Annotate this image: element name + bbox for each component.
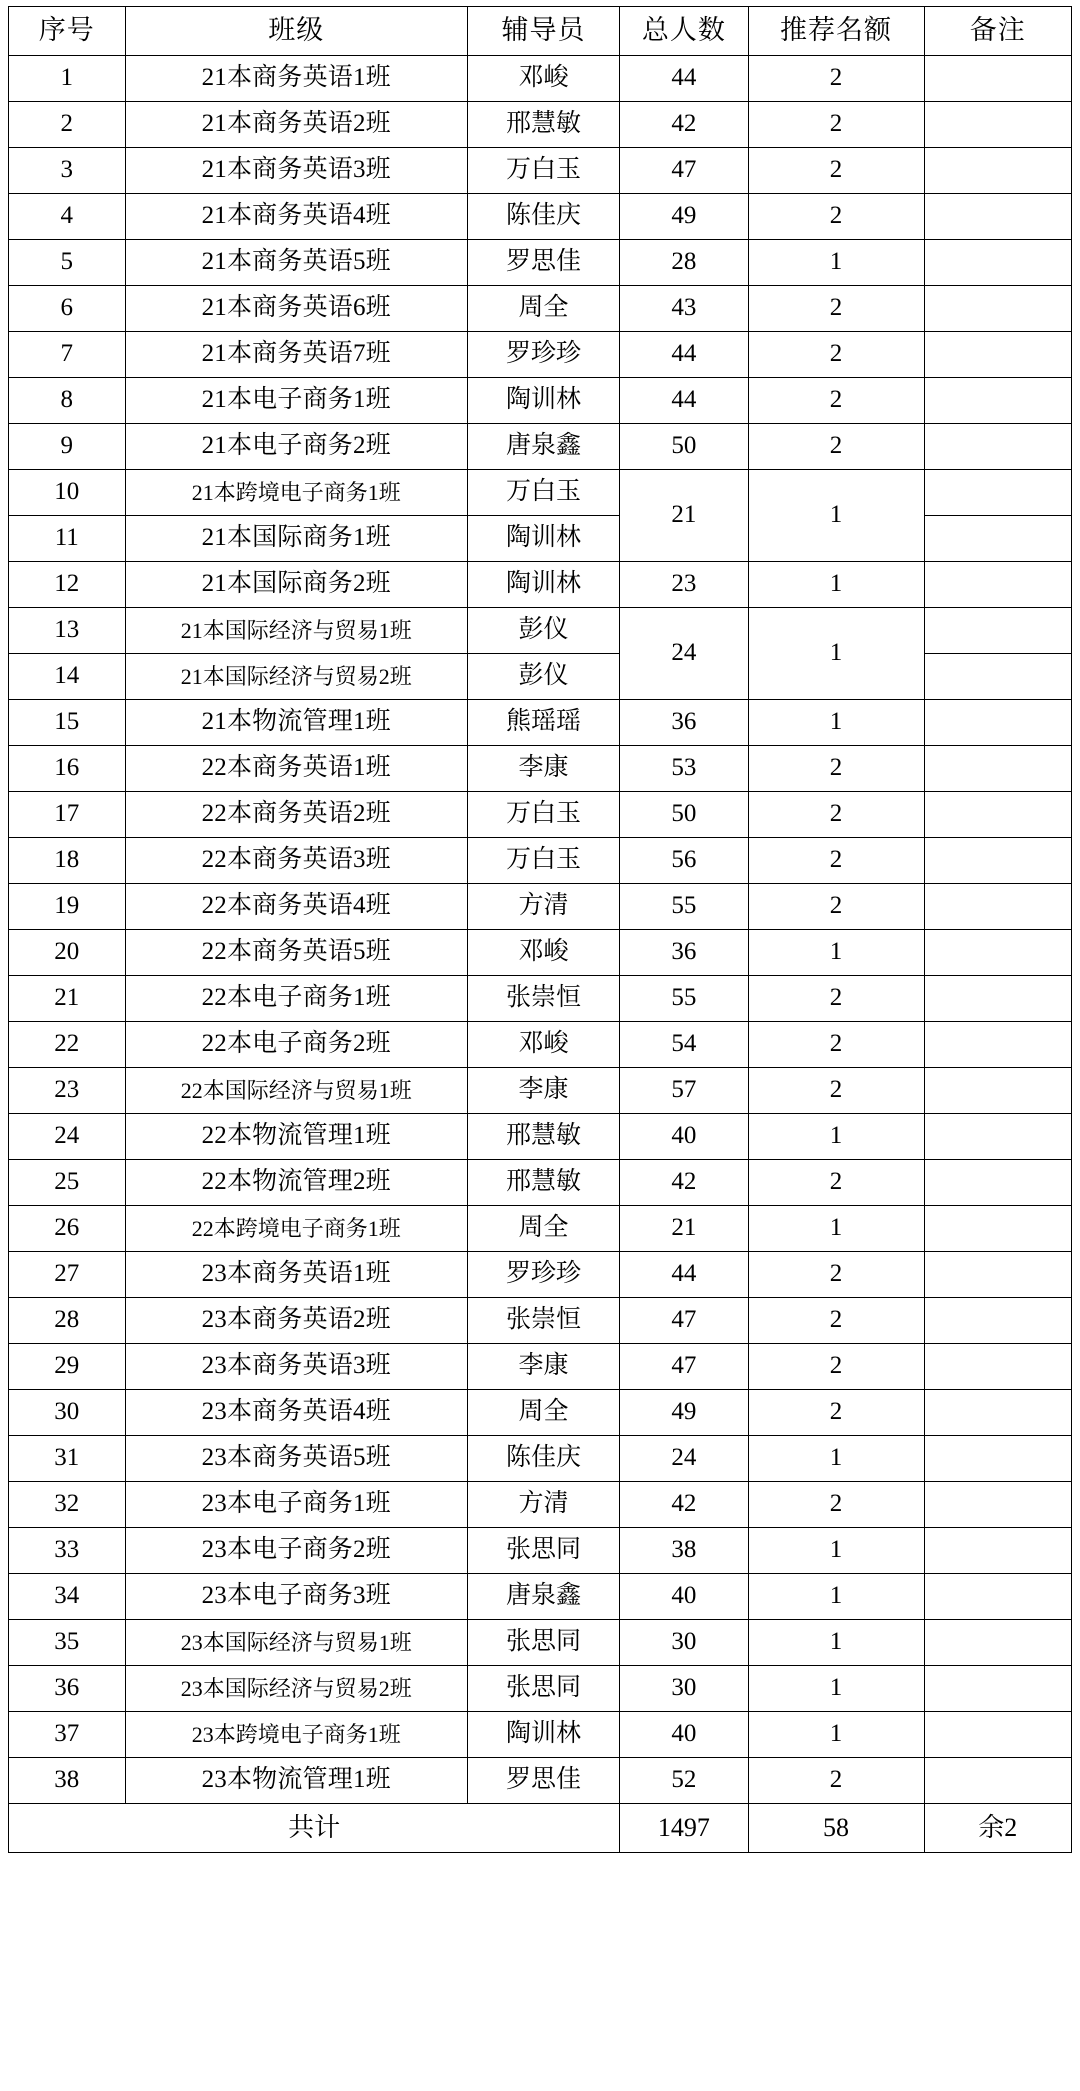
cell-total: 24 xyxy=(620,608,748,700)
cell-note xyxy=(924,148,1071,194)
cell-seq: 32 xyxy=(9,1482,126,1528)
cell-quota: 2 xyxy=(748,378,924,424)
cell-advisor: 唐泉鑫 xyxy=(467,424,619,470)
table-row xyxy=(9,1298,1072,1344)
cell-total: 47 xyxy=(620,1344,748,1390)
cell-quota: 1 xyxy=(748,700,924,746)
table-header-row xyxy=(9,7,1072,56)
cell-seq: 7 xyxy=(9,332,126,378)
cell-advisor: 邢慧敏 xyxy=(467,1160,619,1206)
cell-note xyxy=(924,930,1071,976)
table-row xyxy=(9,470,1072,516)
cell-note xyxy=(924,1114,1071,1160)
cell-class: 22本商务英语3班 xyxy=(125,838,467,884)
cell-note xyxy=(924,1252,1071,1298)
cell-note xyxy=(924,1206,1071,1252)
cell-class: 23本电子商务2班 xyxy=(125,1528,467,1574)
cell-class: 21本国际商务2班 xyxy=(125,562,467,608)
cell-total: 50 xyxy=(620,792,748,838)
cell-quota: 2 xyxy=(748,102,924,148)
cell-advisor: 方清 xyxy=(467,884,619,930)
cell-class: 21本商务英语4班 xyxy=(125,194,467,240)
table-row xyxy=(9,884,1072,930)
cell-class: 22本国际经济与贸易1班 xyxy=(125,1068,467,1114)
cell-class: 23本商务英语2班 xyxy=(125,1298,467,1344)
cell-note xyxy=(924,194,1071,240)
cell-class: 23本电子商务1班 xyxy=(125,1482,467,1528)
table-row xyxy=(9,1528,1072,1574)
cell-total: 55 xyxy=(620,884,748,930)
cell-class: 23本商务英语3班 xyxy=(125,1344,467,1390)
cell-advisor: 周全 xyxy=(467,1390,619,1436)
table-row xyxy=(9,102,1072,148)
table-row xyxy=(9,1666,1072,1712)
cell-class: 23本电子商务3班 xyxy=(125,1574,467,1620)
table-row xyxy=(9,1344,1072,1390)
cell-total: 30 xyxy=(620,1666,748,1712)
cell-class: 21本国际经济与贸易2班 xyxy=(125,654,467,700)
cell-total: 56 xyxy=(620,838,748,884)
cell-quota: 2 xyxy=(748,332,924,378)
table-row xyxy=(9,1068,1072,1114)
cell-quota: 1 xyxy=(748,1436,924,1482)
cell-seq: 36 xyxy=(9,1666,126,1712)
column-header-seq: 序号 xyxy=(9,7,126,56)
cell-total: 42 xyxy=(620,1482,748,1528)
column-header-total: 总人数 xyxy=(620,7,748,56)
column-header-note: 备注 xyxy=(924,7,1071,56)
cell-seq: 25 xyxy=(9,1160,126,1206)
cell-quota: 2 xyxy=(748,286,924,332)
cell-note xyxy=(924,424,1071,470)
cell-total: 50 xyxy=(620,424,748,470)
total-students: 1497 xyxy=(620,1804,748,1853)
column-header-advisor: 辅导员 xyxy=(467,7,619,56)
cell-advisor: 李康 xyxy=(467,1344,619,1390)
cell-quota: 1 xyxy=(748,240,924,286)
cell-class: 21本商务英语3班 xyxy=(125,148,467,194)
cell-note xyxy=(924,1712,1071,1758)
cell-seq: 6 xyxy=(9,286,126,332)
class-quota-table xyxy=(8,6,1072,1853)
cell-total: 55 xyxy=(620,976,748,1022)
cell-class: 21本国际经济与贸易1班 xyxy=(125,608,467,654)
cell-advisor: 邓峻 xyxy=(467,1022,619,1068)
cell-advisor: 罗思佳 xyxy=(467,240,619,286)
cell-seq: 5 xyxy=(9,240,126,286)
cell-advisor: 陶训林 xyxy=(467,562,619,608)
cell-advisor: 邓峻 xyxy=(467,56,619,102)
cell-class: 23本物流管理1班 xyxy=(125,1758,467,1804)
total-label: 共计 xyxy=(9,1804,620,1853)
cell-seq: 13 xyxy=(9,608,126,654)
cell-seq: 23 xyxy=(9,1068,126,1114)
cell-total: 28 xyxy=(620,240,748,286)
cell-note xyxy=(924,1068,1071,1114)
cell-advisor: 唐泉鑫 xyxy=(467,1574,619,1620)
cell-total: 42 xyxy=(620,102,748,148)
cell-seq: 29 xyxy=(9,1344,126,1390)
cell-total: 24 xyxy=(620,1436,748,1482)
cell-note xyxy=(924,378,1071,424)
cell-class: 22本商务英语4班 xyxy=(125,884,467,930)
cell-class: 22本跨境电子商务1班 xyxy=(125,1206,467,1252)
cell-advisor: 张思同 xyxy=(467,1666,619,1712)
cell-quota: 2 xyxy=(748,1344,924,1390)
cell-advisor: 陈佳庆 xyxy=(467,1436,619,1482)
cell-quota: 1 xyxy=(748,1528,924,1574)
cell-quota: 2 xyxy=(748,1298,924,1344)
cell-seq: 3 xyxy=(9,148,126,194)
cell-class: 23本商务英语1班 xyxy=(125,1252,467,1298)
table-row xyxy=(9,1574,1072,1620)
cell-quota: 2 xyxy=(748,1068,924,1114)
cell-seq: 30 xyxy=(9,1390,126,1436)
cell-advisor: 周全 xyxy=(467,1206,619,1252)
table-row xyxy=(9,424,1072,470)
cell-advisor: 陈佳庆 xyxy=(467,194,619,240)
cell-class: 22本电子商务2班 xyxy=(125,1022,467,1068)
cell-seq: 24 xyxy=(9,1114,126,1160)
cell-total: 42 xyxy=(620,1160,748,1206)
cell-note xyxy=(924,102,1071,148)
cell-quota: 1 xyxy=(748,562,924,608)
cell-note xyxy=(924,1758,1071,1804)
cell-note xyxy=(924,1574,1071,1620)
cell-total: 44 xyxy=(620,378,748,424)
cell-advisor: 张思同 xyxy=(467,1528,619,1574)
cell-advisor: 万白玉 xyxy=(467,838,619,884)
table-row xyxy=(9,608,1072,654)
table-row xyxy=(9,1160,1072,1206)
table-header xyxy=(9,7,1072,56)
cell-quota: 1 xyxy=(748,470,924,562)
cell-seq: 2 xyxy=(9,102,126,148)
cell-advisor: 彭仪 xyxy=(467,608,619,654)
table-row xyxy=(9,838,1072,884)
table-row xyxy=(9,1206,1072,1252)
cell-note xyxy=(924,700,1071,746)
cell-advisor: 万白玉 xyxy=(467,792,619,838)
cell-advisor: 李康 xyxy=(467,746,619,792)
cell-seq: 17 xyxy=(9,792,126,838)
cell-note xyxy=(924,976,1071,1022)
cell-total: 44 xyxy=(620,332,748,378)
cell-quota: 2 xyxy=(748,1022,924,1068)
cell-seq: 1 xyxy=(9,56,126,102)
cell-seq: 4 xyxy=(9,194,126,240)
table-row xyxy=(9,1436,1072,1482)
cell-quota: 1 xyxy=(748,1666,924,1712)
cell-note xyxy=(924,1344,1071,1390)
cell-total: 40 xyxy=(620,1574,748,1620)
cell-note xyxy=(924,792,1071,838)
cell-class: 21本商务英语5班 xyxy=(125,240,467,286)
cell-total: 36 xyxy=(620,700,748,746)
cell-seq: 14 xyxy=(9,654,126,700)
cell-class: 21本商务英语6班 xyxy=(125,286,467,332)
cell-total: 47 xyxy=(620,1298,748,1344)
cell-seq: 15 xyxy=(9,700,126,746)
table-row xyxy=(9,378,1072,424)
total-row xyxy=(9,1804,1072,1853)
cell-advisor: 方清 xyxy=(467,1482,619,1528)
cell-advisor: 陶训林 xyxy=(467,1712,619,1758)
cell-note xyxy=(924,286,1071,332)
cell-note xyxy=(924,1298,1071,1344)
cell-total: 53 xyxy=(620,746,748,792)
cell-note xyxy=(924,56,1071,102)
cell-class: 23本国际经济与贸易1班 xyxy=(125,1620,467,1666)
table-row xyxy=(9,930,1072,976)
cell-seq: 19 xyxy=(9,884,126,930)
cell-total: 30 xyxy=(620,1620,748,1666)
cell-quota: 2 xyxy=(748,1160,924,1206)
cell-class: 21本国际商务1班 xyxy=(125,516,467,562)
cell-seq: 28 xyxy=(9,1298,126,1344)
cell-advisor: 周全 xyxy=(467,286,619,332)
cell-class: 23本国际经济与贸易2班 xyxy=(125,1666,467,1712)
cell-total: 40 xyxy=(620,1712,748,1758)
cell-note xyxy=(924,1436,1071,1482)
cell-seq: 34 xyxy=(9,1574,126,1620)
cell-total: 21 xyxy=(620,1206,748,1252)
cell-seq: 31 xyxy=(9,1436,126,1482)
cell-seq: 27 xyxy=(9,1252,126,1298)
table-row xyxy=(9,332,1072,378)
cell-advisor: 罗珍珍 xyxy=(467,332,619,378)
cell-quota: 2 xyxy=(748,976,924,1022)
cell-class: 23本跨境电子商务1班 xyxy=(125,1712,467,1758)
cell-class: 22本物流管理1班 xyxy=(125,1114,467,1160)
table-row xyxy=(9,148,1072,194)
cell-note xyxy=(924,1620,1071,1666)
table-row xyxy=(9,1114,1072,1160)
table-row xyxy=(9,1390,1072,1436)
cell-total: 52 xyxy=(620,1758,748,1804)
cell-note xyxy=(924,1390,1071,1436)
cell-note xyxy=(924,608,1071,654)
cell-seq: 12 xyxy=(9,562,126,608)
cell-quota: 1 xyxy=(748,1574,924,1620)
cell-advisor: 邢慧敏 xyxy=(467,102,619,148)
cell-quota: 1 xyxy=(748,930,924,976)
cell-seq: 8 xyxy=(9,378,126,424)
column-header-class: 班级 xyxy=(125,7,467,56)
cell-advisor: 罗珍珍 xyxy=(467,1252,619,1298)
cell-note xyxy=(924,746,1071,792)
table-row xyxy=(9,194,1072,240)
cell-quota: 2 xyxy=(748,424,924,470)
cell-seq: 11 xyxy=(9,516,126,562)
cell-quota: 2 xyxy=(748,56,924,102)
cell-class: 21本电子商务1班 xyxy=(125,378,467,424)
cell-seq: 35 xyxy=(9,1620,126,1666)
table-row xyxy=(9,976,1072,1022)
cell-seq: 33 xyxy=(9,1528,126,1574)
table-row xyxy=(9,1712,1072,1758)
cell-quota: 2 xyxy=(748,1390,924,1436)
cell-class: 21本跨境电子商务1班 xyxy=(125,470,467,516)
cell-seq: 20 xyxy=(9,930,126,976)
table-row xyxy=(9,1620,1072,1666)
cell-advisor: 张崇恒 xyxy=(467,1298,619,1344)
cell-class: 21本电子商务2班 xyxy=(125,424,467,470)
total-quota: 58 xyxy=(748,1804,924,1853)
cell-quota: 2 xyxy=(748,746,924,792)
cell-quota: 1 xyxy=(748,1712,924,1758)
cell-note xyxy=(924,332,1071,378)
cell-advisor: 万白玉 xyxy=(467,148,619,194)
cell-quota: 1 xyxy=(748,1206,924,1252)
cell-quota: 1 xyxy=(748,1114,924,1160)
cell-total: 49 xyxy=(620,1390,748,1436)
cell-advisor: 张崇恒 xyxy=(467,976,619,1022)
cell-seq: 18 xyxy=(9,838,126,884)
cell-note xyxy=(924,1160,1071,1206)
cell-advisor: 熊瑶瑶 xyxy=(467,700,619,746)
cell-note xyxy=(924,1022,1071,1068)
cell-total: 21 xyxy=(620,470,748,562)
cell-note xyxy=(924,240,1071,286)
cell-total: 49 xyxy=(620,194,748,240)
cell-advisor: 李康 xyxy=(467,1068,619,1114)
table-row xyxy=(9,56,1072,102)
cell-class: 21本物流管理1班 xyxy=(125,700,467,746)
table-row xyxy=(9,286,1072,332)
cell-advisor: 邓峻 xyxy=(467,930,619,976)
cell-class: 21本商务英语7班 xyxy=(125,332,467,378)
cell-quota: 2 xyxy=(748,838,924,884)
cell-seq: 37 xyxy=(9,1712,126,1758)
table-row xyxy=(9,1252,1072,1298)
cell-advisor: 陶训林 xyxy=(467,378,619,424)
cell-class: 21本商务英语2班 xyxy=(125,102,467,148)
cell-class: 22本商务英语1班 xyxy=(125,746,467,792)
cell-advisor: 张思同 xyxy=(467,1620,619,1666)
cell-total: 36 xyxy=(620,930,748,976)
table-row xyxy=(9,792,1072,838)
table-row xyxy=(9,700,1072,746)
cell-total: 54 xyxy=(620,1022,748,1068)
table-row xyxy=(9,562,1072,608)
cell-note xyxy=(924,1666,1071,1712)
table-footer xyxy=(9,1804,1072,1853)
cell-note xyxy=(924,838,1071,884)
cell-quota: 1 xyxy=(748,608,924,700)
cell-total: 44 xyxy=(620,1252,748,1298)
cell-advisor: 罗思佳 xyxy=(467,1758,619,1804)
cell-quota: 2 xyxy=(748,1758,924,1804)
cell-quota: 2 xyxy=(748,1482,924,1528)
cell-seq: 38 xyxy=(9,1758,126,1804)
cell-seq: 10 xyxy=(9,470,126,516)
cell-quota: 1 xyxy=(748,1620,924,1666)
cell-note xyxy=(924,470,1071,516)
cell-note xyxy=(924,654,1071,700)
cell-class: 23本商务英语5班 xyxy=(125,1436,467,1482)
table-row xyxy=(9,1758,1072,1804)
cell-note xyxy=(924,516,1071,562)
table-body xyxy=(9,56,1072,1804)
cell-class: 22本商务英语2班 xyxy=(125,792,467,838)
cell-quota: 2 xyxy=(748,1252,924,1298)
cell-class: 22本商务英语5班 xyxy=(125,930,467,976)
cell-class: 22本物流管理2班 xyxy=(125,1160,467,1206)
cell-class: 21本商务英语1班 xyxy=(125,56,467,102)
cell-quota: 2 xyxy=(748,194,924,240)
cell-class: 23本商务英语4班 xyxy=(125,1390,467,1436)
cell-note xyxy=(924,1482,1071,1528)
cell-total: 47 xyxy=(620,148,748,194)
cell-note xyxy=(924,884,1071,930)
cell-seq: 21 xyxy=(9,976,126,1022)
cell-advisor: 彭仪 xyxy=(467,654,619,700)
cell-quota: 2 xyxy=(748,792,924,838)
cell-advisor: 邢慧敏 xyxy=(467,1114,619,1160)
table-row xyxy=(9,1022,1072,1068)
cell-seq: 16 xyxy=(9,746,126,792)
total-note: 余2 xyxy=(924,1804,1071,1853)
cell-advisor: 万白玉 xyxy=(467,470,619,516)
cell-seq: 22 xyxy=(9,1022,126,1068)
table-row xyxy=(9,240,1072,286)
cell-quota: 2 xyxy=(748,884,924,930)
cell-total: 38 xyxy=(620,1528,748,1574)
cell-class: 22本电子商务1班 xyxy=(125,976,467,1022)
cell-total: 40 xyxy=(620,1114,748,1160)
cell-quota: 2 xyxy=(748,148,924,194)
cell-seq: 26 xyxy=(9,1206,126,1252)
cell-note xyxy=(924,562,1071,608)
table-row xyxy=(9,746,1072,792)
table-row xyxy=(9,1482,1072,1528)
cell-advisor: 陶训林 xyxy=(467,516,619,562)
cell-total: 44 xyxy=(620,56,748,102)
cell-total: 23 xyxy=(620,562,748,608)
column-header-quota: 推荐名额 xyxy=(748,7,924,56)
cell-seq: 9 xyxy=(9,424,126,470)
cell-total: 43 xyxy=(620,286,748,332)
cell-note xyxy=(924,1528,1071,1574)
cell-total: 57 xyxy=(620,1068,748,1114)
